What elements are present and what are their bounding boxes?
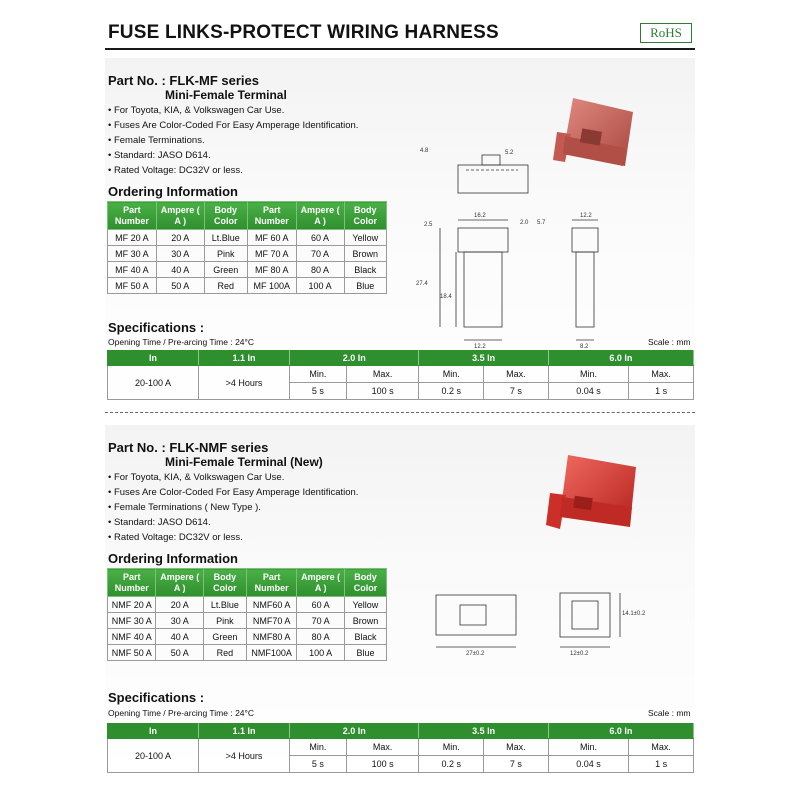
cell: 0.04 s: [548, 756, 629, 773]
cell: Max.: [346, 739, 419, 756]
cell: 80 A: [297, 629, 345, 645]
col-ampere: Ampere ( A ): [297, 569, 345, 597]
dimension-label: 2.0: [520, 220, 529, 226]
cell: Brown: [344, 246, 387, 262]
cell: 1 s: [629, 756, 694, 773]
opening-time-note: Opening Time / Pre-arcing Time : 24°C: [108, 337, 255, 347]
cell: 20-100 A: [108, 366, 199, 400]
table-header-row: [108, 202, 387, 230]
col-body-color: Body Color: [204, 202, 247, 230]
col-2-0-in: 2.0 In: [290, 724, 419, 739]
cell: NMF80 A: [246, 629, 297, 645]
rohs-badge: RoHS: [640, 23, 692, 43]
cell: 0.2 s: [419, 756, 484, 773]
col-ampere: Ampere ( A ): [296, 202, 344, 230]
col-1-1-in: 1.1 In: [199, 724, 290, 739]
cell: 30 A: [156, 246, 204, 262]
dimension-label: 12.2: [580, 213, 592, 219]
table-row: [108, 246, 387, 262]
cell: MF 20 A: [108, 230, 157, 246]
part-number-heading: Part No. : FLK-NMF series: [108, 440, 269, 455]
ordering-title: Ordering Information: [108, 184, 238, 199]
cell: 7 s: [484, 756, 549, 773]
table-row: [108, 613, 387, 629]
cell: 100 s: [346, 383, 419, 400]
cell: 50 A: [156, 278, 204, 294]
part-subtitle: Mini-Female Terminal: [165, 88, 287, 102]
ordering-table: [107, 568, 387, 661]
scale-note: Scale : mm: [648, 337, 691, 347]
feature-item: • Fuses Are Color-Coded For Easy Amperage Identification.: [108, 118, 358, 133]
cell: NMF70 A: [246, 613, 297, 629]
table-row: [108, 262, 387, 278]
col-body-color: Body Color: [344, 202, 387, 230]
col-part-number: Part Number: [108, 569, 156, 597]
cell: 50 A: [156, 645, 204, 661]
cell: 100 A: [296, 278, 344, 294]
table-row: [108, 278, 387, 294]
cell: 20 A: [156, 230, 204, 246]
cell: NMF60 A: [246, 597, 297, 613]
dimension-label: 12.2: [474, 344, 486, 350]
cell: MF 50 A: [108, 278, 157, 294]
part-number-heading: Part No. : FLK-MF series: [108, 73, 259, 88]
dimension-label: 16.2: [474, 213, 486, 219]
cell: Black: [344, 262, 387, 278]
col-ampere: Ampere ( A ): [156, 569, 204, 597]
col-6-0-in: 6.0 In: [548, 724, 693, 739]
cell: 70 A: [296, 246, 344, 262]
cell: MF 60 A: [247, 230, 296, 246]
cell: Min.: [419, 739, 484, 756]
dimension-drawing-mf: [410, 140, 620, 350]
feature-item: • Female Terminations.: [108, 133, 358, 148]
cell: Green: [203, 629, 246, 645]
cell: Max.: [346, 366, 419, 383]
feature-item: • Rated Voltage: DC32V or less.: [108, 530, 358, 545]
cell: MF 80 A: [247, 262, 296, 278]
cell: 30 A: [156, 613, 204, 629]
col-6-0-in: 6.0 In: [548, 351, 693, 366]
ordering-title: Ordering Information: [108, 551, 238, 566]
cell: Lt.Blue: [203, 597, 246, 613]
page-title: FUSE LINKS-PROTECT WIRING HARNESS: [108, 22, 499, 43]
cell: 20 A: [156, 597, 204, 613]
cell: Pink: [204, 246, 247, 262]
col-ampere: Ampere ( A ): [156, 202, 204, 230]
cell: Blue: [344, 278, 387, 294]
cell: 100 s: [346, 756, 419, 773]
feature-item: • Fuses Are Color-Coded For Easy Amperage Identification.: [108, 485, 358, 500]
feature-list: [108, 470, 358, 545]
col-in: In: [108, 351, 199, 366]
cell: NMF 40 A: [108, 629, 156, 645]
specifications-table: [107, 723, 694, 773]
col-3-5-in: 3.5 In: [419, 351, 548, 366]
table-row: [108, 597, 387, 613]
cell: 40 A: [156, 629, 204, 645]
cell: Min.: [290, 739, 347, 756]
cell: 5 s: [290, 383, 347, 400]
specifications-title: Specifications :: [108, 690, 205, 705]
col-part-number: Part Number: [108, 202, 157, 230]
dimension-label: 5.7: [537, 220, 546, 226]
col-2-0-in: 2.0 In: [290, 351, 419, 366]
cell: Yellow: [344, 597, 386, 613]
col-part-number: Part Number: [246, 569, 297, 597]
specifications-table: [107, 350, 694, 400]
cell: Min.: [548, 739, 629, 756]
dimension-label: 14.1±0.2: [622, 611, 646, 617]
cell: 0.04 s: [548, 383, 629, 400]
feature-item: • For Toyota, KIA, & Volkswagen Car Use.: [108, 470, 358, 485]
cell: Min.: [290, 366, 347, 383]
cell: 0.2 s: [419, 383, 484, 400]
cell: Max.: [484, 366, 549, 383]
cell: 7 s: [484, 383, 549, 400]
scale-note: Scale : mm: [648, 708, 691, 718]
dimension-label: 5.2: [505, 150, 514, 156]
opening-time-note: Opening Time / Pre-arcing Time : 24°C: [108, 708, 255, 718]
table-row: [108, 629, 387, 645]
dimension-label: 8.2: [580, 344, 589, 350]
table-header-row: [108, 569, 387, 597]
cell: Red: [204, 278, 247, 294]
cell: Black: [344, 629, 386, 645]
cell: NMF 30 A: [108, 613, 156, 629]
table-header-row: [108, 724, 694, 739]
cell: 20-100 A: [108, 739, 199, 773]
cell: Red: [203, 645, 246, 661]
cell: 100 A: [297, 645, 345, 661]
col-3-5-in: 3.5 In: [419, 724, 548, 739]
cell: 40 A: [156, 262, 204, 278]
feature-item: • Female Terminations ( New Type ).: [108, 500, 358, 515]
feature-item: • Standard: JASO D614.: [108, 148, 358, 163]
cell: Max.: [629, 739, 694, 756]
dimension-label: 27.4: [416, 281, 428, 287]
cell: MF 100A: [247, 278, 296, 294]
cell: Blue: [344, 645, 386, 661]
cell: 60 A: [297, 597, 345, 613]
cell: >4 Hours: [199, 739, 290, 773]
dimension-label: 12±0.2: [570, 651, 589, 657]
col-1-1-in: 1.1 In: [199, 351, 290, 366]
title-underline: [105, 48, 695, 50]
cell: 80 A: [296, 262, 344, 278]
cell: Min.: [419, 366, 484, 383]
cell: Min.: [548, 366, 629, 383]
fuse-nmf-photo: [540, 445, 650, 545]
cell: NMF 20 A: [108, 597, 156, 613]
table-row: [108, 739, 694, 756]
cell: Pink: [203, 613, 246, 629]
cell: Brown: [344, 613, 386, 629]
cell: 1 s: [629, 383, 694, 400]
col-part-number: Part Number: [247, 202, 296, 230]
cell: Max.: [484, 739, 549, 756]
dimension-label: 4.8: [420, 148, 429, 154]
dimension-label: 2.5: [424, 222, 433, 228]
col-in: In: [108, 724, 199, 739]
cell: 5 s: [290, 756, 347, 773]
cell: Max.: [629, 366, 694, 383]
specifications-title: Specifications :: [108, 320, 205, 335]
cell: NMF 50 A: [108, 645, 156, 661]
cell: 60 A: [296, 230, 344, 246]
cell: Yellow: [344, 230, 387, 246]
feature-item: • Standard: JASO D614.: [108, 515, 358, 530]
cell: Lt.Blue: [204, 230, 247, 246]
table-header-row: [108, 351, 694, 366]
dimension-label: 18.4: [440, 294, 452, 300]
col-body-color: Body Color: [344, 569, 386, 597]
feature-item: • Rated Voltage: DC32V or less.: [108, 163, 358, 178]
cell: MF 70 A: [247, 246, 296, 262]
section-divider: [105, 412, 695, 413]
cell: 70 A: [297, 613, 345, 629]
feature-item: • For Toyota, KIA, & Volkswagen Car Use.: [108, 103, 358, 118]
part-subtitle: Mini-Female Terminal (New): [165, 455, 323, 469]
ordering-table: [107, 201, 387, 294]
col-body-color: Body Color: [203, 569, 246, 597]
cell: MF 30 A: [108, 246, 157, 262]
cell: >4 Hours: [199, 366, 290, 400]
table-row: [108, 230, 387, 246]
cell: Green: [204, 262, 247, 278]
cell: NMF100A: [246, 645, 297, 661]
dimension-drawing-nmf: [430, 585, 646, 660]
cell: MF 40 A: [108, 262, 157, 278]
table-row: [108, 366, 694, 383]
dimension-label: 27±0.2: [466, 651, 485, 657]
feature-list: [108, 103, 358, 178]
table-row: [108, 645, 387, 661]
